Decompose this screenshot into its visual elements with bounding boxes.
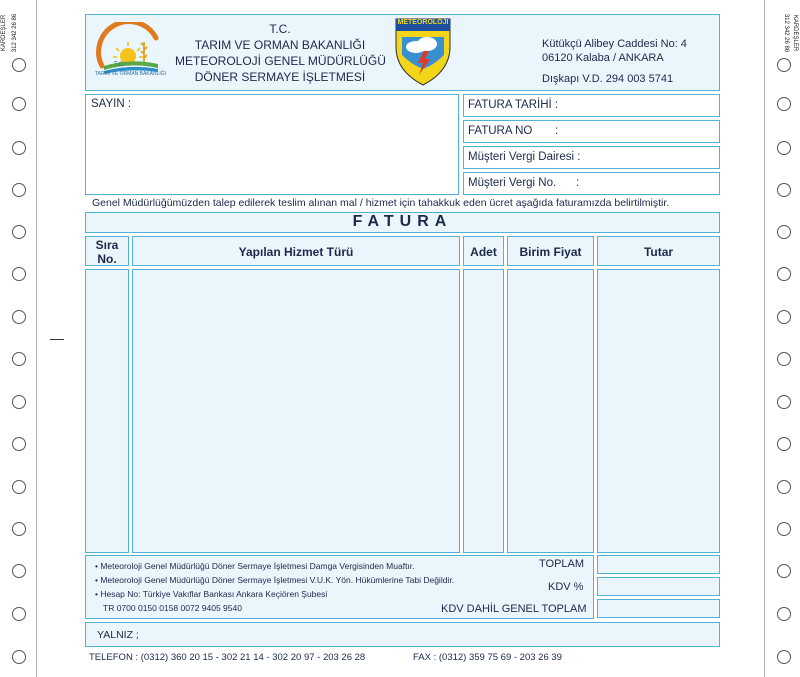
col-body-unit-price[interactable] [507,269,594,553]
perforation-hole [12,564,26,578]
note-stamp-tax: • Meteoroloji Genel Müdürlüğü Döner Sermaye İşletmesi Damga Vergisinden Muaftır. [95,561,415,571]
perforation-hole [12,650,26,664]
perforation-hole [777,352,791,366]
invoice-title: FATURA [352,213,453,230]
perforation-hole [12,607,26,621]
note-vuk: • Meteoroloji Genel Müdürlüğü Döner Sermaye İşletmesi V.U.K. Yön. Hükümlerine Tabi Değildir. [95,575,455,585]
perforation-hole [777,267,791,281]
title-tc: T.C. [269,22,291,36]
perforation-hole [777,58,791,72]
right-tractor-strip [764,0,800,677]
customer-tax-number-label: Müşteri Vergi No. [468,177,557,189]
title-ministry: TARIM VE ORMAN BAKANLIĞI [194,38,366,52]
address-line1: Kütükçü Alibey Caddesi No: 4 [542,38,687,50]
margin-company-right: KARDEŞLER [792,14,799,52]
col-header-no-line1: Sıra [95,238,119,252]
perforation-hole [12,480,26,494]
perforation-hole [777,564,791,578]
col-body-service[interactable] [132,269,460,553]
vat-label: KDV % [548,581,584,593]
subtotal-value-field[interactable] [597,555,720,574]
title-revolving-fund: DÖNER SERMAYE İŞLETMESİ [194,70,366,84]
customer-box[interactable] [85,94,459,195]
perforation-hole [777,437,791,451]
perforation-hole [12,225,26,239]
perforation-hole [777,310,791,324]
perforation-hole [777,650,791,664]
note-bank-account: • Hesap No: Türkiye Vakıflar Bankası Ankara Keçiören Şubesi [95,589,328,599]
col-header-service-label: Yapılan Hizmet Türü [238,245,354,259]
logo-tc-text: T.C. [114,62,125,68]
col-header-unit-price-label: Birim Fiyat [519,245,582,259]
perforation-hole [12,437,26,451]
grand-total-value-field[interactable] [597,599,720,618]
perforation-hole [777,97,791,111]
address-line2: 06120 Kalaba / ANKARA [542,52,664,64]
margin-phone-left: 312 342 26 86 [12,13,19,53]
perforation-hole [12,97,26,111]
invoice-number-colon: : [555,125,559,137]
emblem-label: METEOROLOJİ [397,19,449,26]
col-header-total-label: Tutar [643,245,674,259]
margin-company-left: KARDEŞLER [1,14,8,52]
logo-ministry-text: TARIM VE ORMAN BAKANLIĞI [95,71,167,77]
margin-phone-right: 312 342 26 86 [783,13,790,53]
perforation-hole [12,58,26,72]
perforation-hole [12,310,26,324]
perforation-hole [777,395,791,409]
tax-office-number: Dışkapı V.D. 294 003 5741 [542,73,674,85]
statement-text: Genel Müdürlüğümüzden talep edilerek teslim alınan mal / hizmet için tahakkuk eden ücret aşağıda faturamızda belirtilmiştir. [92,197,670,209]
perforation-hole [12,183,26,197]
col-body-no[interactable] [85,269,129,553]
amount-in-words-label: YALNIZ ; [97,629,139,641]
invoice-date-label: FATURA TARİHİ : [468,99,559,111]
subtotal-label: TOPLAM [539,558,585,570]
col-body-total[interactable] [597,269,720,553]
perforation-hole [12,522,26,536]
col-header-qty-label: Adet [470,245,497,259]
perforation-hole [777,522,791,536]
invoice-number-label: FATURA NO [468,125,533,137]
footer-phone: TELEFON : (0312) 360 20 15 - 302 21 14 - 302 20 97 - 203 26 28 [89,652,366,663]
fold-mark [50,339,64,340]
perforation-hole [777,183,791,197]
customer-tax-office-label: Müşteri Vergi Dairesi : [468,151,581,163]
footer-fax: FAX : (0312) 359 75 69 - 203 26 39 [413,652,562,663]
perforation-hole [12,141,26,155]
grand-total-label: KDV DAHİL GENEL TOPLAM [441,603,587,615]
ministry-logo-icon [92,22,168,88]
col-header-no-line2: No. [97,252,117,266]
customer-tax-number-colon: : [576,177,580,189]
sayin-label: SAYIN : [91,98,132,110]
perforation-hole [777,141,791,155]
perforation-hole [12,395,26,409]
meteorology-emblem-icon [394,17,452,87]
left-tractor-strip [0,0,37,677]
vat-value-field[interactable] [597,577,720,596]
col-body-qty[interactable] [463,269,504,553]
perforation-hole [777,607,791,621]
iban-text: TR 0700 0150 0158 0072 9405 9540 [103,603,242,613]
amount-in-words-field[interactable] [85,622,720,647]
title-general-directorate: METEOROLOJİ GENEL MÜDÜRLÜĞÜ [175,54,386,68]
perforation-hole [12,352,26,366]
perforation-hole [12,267,26,281]
perforation-hole [777,480,791,494]
perforation-hole [777,225,791,239]
